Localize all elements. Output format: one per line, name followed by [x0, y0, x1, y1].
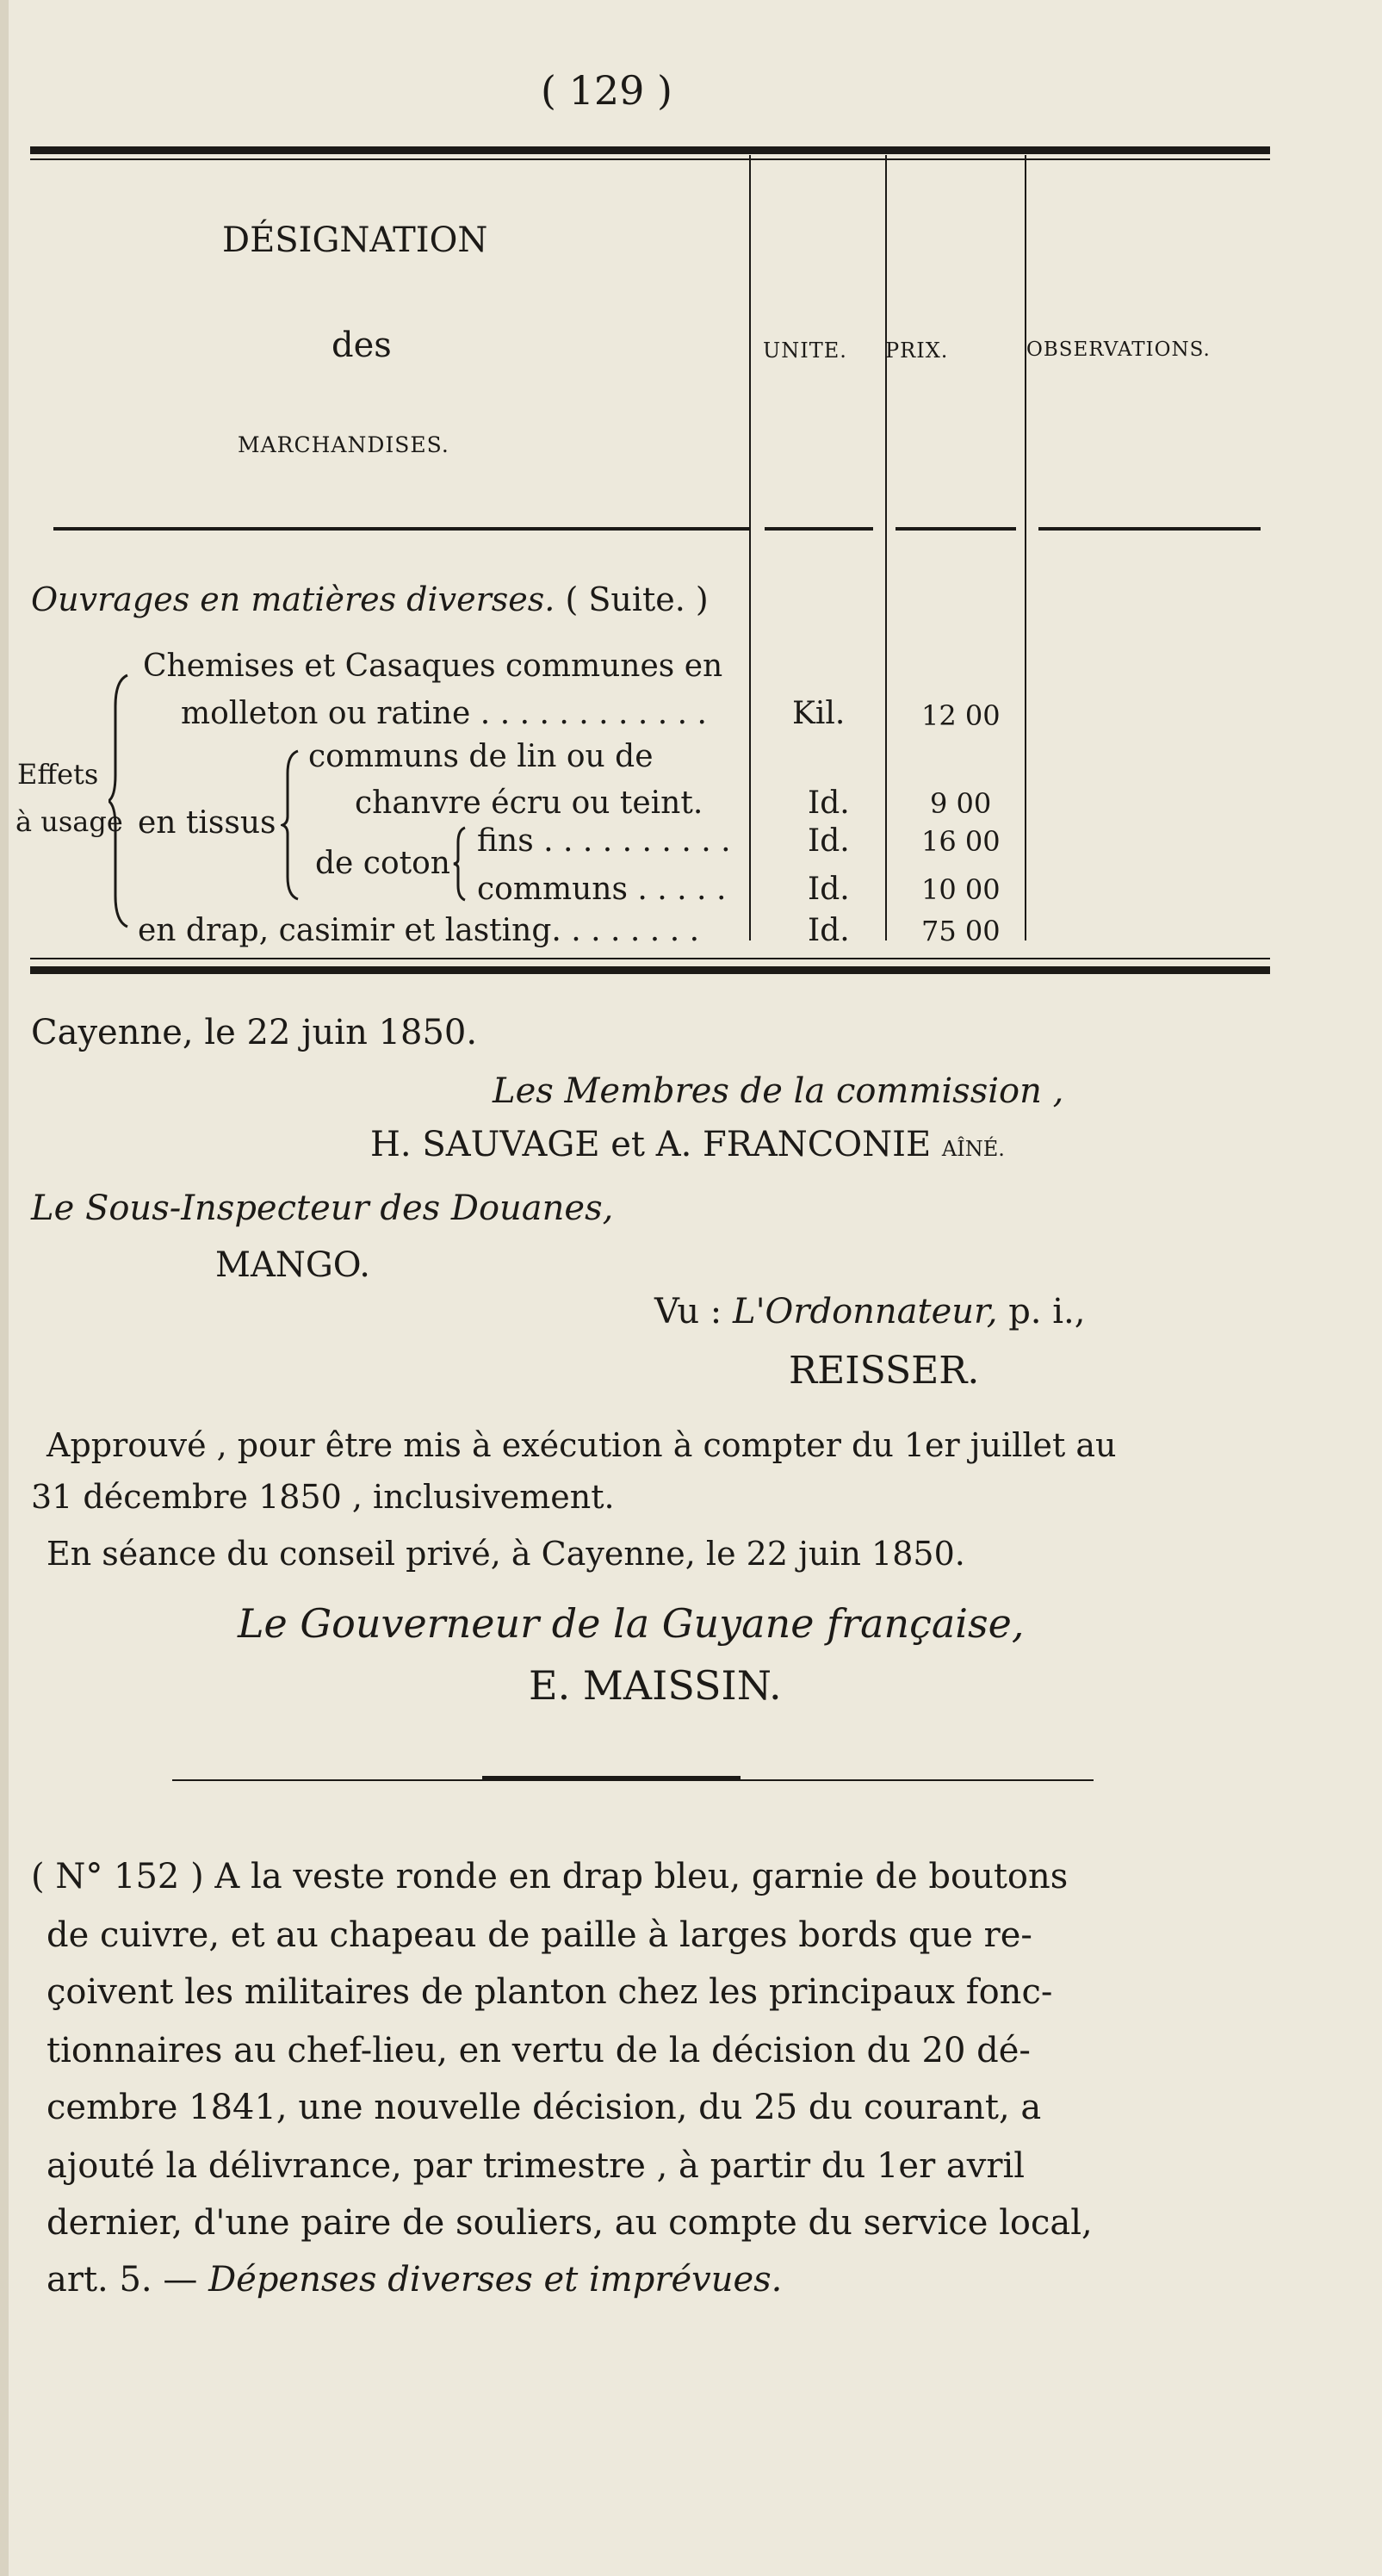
section-title [31, 580, 709, 618]
header-sep-prix [896, 527, 1016, 531]
header-designation: DÉSIGNATION [222, 220, 488, 260]
group-label-effets: Effets [17, 758, 99, 791]
page-number: ( 129 ) [541, 67, 672, 114]
row-1-text-line2: molleton ou ratine . . . . . . . . . . . . [181, 696, 707, 731]
column-divider-1 [749, 155, 751, 940]
column-divider-3 [1025, 155, 1026, 940]
row-2-prix: 9 00 [930, 787, 992, 820]
coton-brace [453, 825, 468, 903]
paragraph-line-7: dernier, d'une paire de souliers, au compte du service local, [46, 2203, 1093, 2243]
row-3-prix: 16 00 [921, 825, 1001, 858]
mango-signature: MANGO. [215, 1245, 370, 1285]
tissus-brace [281, 748, 301, 903]
ordonnateur-pi: p. i., [1008, 1292, 1086, 1331]
row-2-text-line1: communs de lin ou de [308, 739, 654, 774]
row-3-text: fins . . . . . . . . . . [477, 823, 731, 859]
maissin-signature: E. MAISSIN. [529, 1662, 782, 1709]
paragraph-article: art. 5. — [46, 2260, 198, 2300]
paragraph-line-3: çoivent les militaires de planton chez les principaux fonc- [46, 1972, 1053, 2012]
sous-inspecteur-title: Le Sous-Inspecteur des Douanes, [31, 1189, 614, 1228]
paragraph-depenses: Dépenses diverses et imprévues. [208, 2260, 783, 2300]
place-date: Cayenne, le 22 juin 1850. [31, 1013, 478, 1052]
vu-line [654, 1292, 1085, 1331]
ordonnateur-title: L'Ordonnateur, [733, 1292, 998, 1331]
table-bottom-rule-thick [30, 966, 1270, 974]
approuve-line-2: 31 décembre 1850 , inclusivement. [31, 1478, 615, 1516]
outer-brace [108, 672, 134, 930]
reisser-signature: REISSER. [789, 1349, 980, 1393]
header-sep-designation [53, 527, 749, 531]
column-divider-2 [885, 155, 887, 940]
paragraph-line-6: ajouté la délivrance, par trimestre , à partir du 1er avril [46, 2146, 1026, 2186]
section-suite: ( Suite. ) [565, 580, 709, 618]
row-1-unite: Kil. [792, 696, 846, 731]
paragraph-line-5: cembre 1841, une nouvelle décision, du 25 du courant, a [46, 2088, 1042, 2127]
paragraph-line-4: tionnaires au chef-lieu, en vertu de la décision du 20 dé- [46, 2031, 1031, 2070]
vu-label: Vu : [654, 1292, 722, 1331]
paragraph-line-2: de cuivre, et au chapeau de paille à larges bords que re- [46, 1915, 1032, 1955]
header-sep-unite [765, 527, 873, 531]
row-5-text: en drap, casimir et lasting. . . . . . . . [138, 913, 700, 948]
members-title: Les Membres de la commission , [493, 1071, 1064, 1111]
table-bottom-rule-thin [30, 958, 1270, 959]
paragraph-line-1: ( N° 152 ) A la veste ronde en drap bleu, garnie de boutons [31, 1857, 1069, 1896]
row-4-unite: Id. [808, 872, 850, 907]
members-names: H. SAUVAGE et A. FRANCONIE [370, 1125, 932, 1164]
group-label-usage: à usage [15, 805, 123, 838]
page-edge [0, 0, 9, 2576]
members-signature [370, 1125, 1005, 1164]
row-1-prix: 12 00 [921, 699, 1001, 732]
header-marchandises: MARCHANDISES. [238, 432, 449, 457]
top-rule-thin [30, 158, 1270, 160]
paragraph-line-8 [46, 2260, 782, 2300]
seance-line: En séance du conseil privé, à Cayenne, le 22 juin 1850. [46, 1535, 965, 1573]
header-unite: UNITE. [763, 338, 847, 363]
header-des: des [332, 326, 392, 365]
members-aine: AÎNÉ. [941, 1137, 1005, 1161]
header-sep-obs [1038, 527, 1261, 531]
gouverneur-title: Le Gouverneur de la Guyane française, [238, 1600, 1025, 1647]
row-4-text: communs . . . . . [477, 872, 727, 907]
row-1-text-line1: Chemises et Casaques communes en [143, 649, 723, 684]
row-3-unite: Id. [808, 823, 850, 859]
row-2-unite: Id. [808, 785, 850, 821]
section-title-text: Ouvrages en matières diverses. [31, 580, 555, 618]
header-prix: PRIX. [885, 338, 949, 363]
row-5-prix: 75 00 [921, 915, 1001, 947]
row-4-prix: 10 00 [921, 873, 1001, 906]
row-5-unite: Id. [808, 913, 850, 948]
top-rule-thick [30, 146, 1270, 154]
de-coton-label: de coton [315, 846, 450, 881]
approuve-line-1: Approuvé , pour être mis à exécution à compter du 1er juillet au [46, 1426, 1117, 1464]
row-2-text-line2: chanvre écru ou teint. [355, 785, 703, 821]
section-separator-thick [482, 1776, 741, 1781]
en-tissus-label: en tissus [138, 805, 276, 841]
header-observations: OBSERVATIONS. [1026, 338, 1211, 361]
